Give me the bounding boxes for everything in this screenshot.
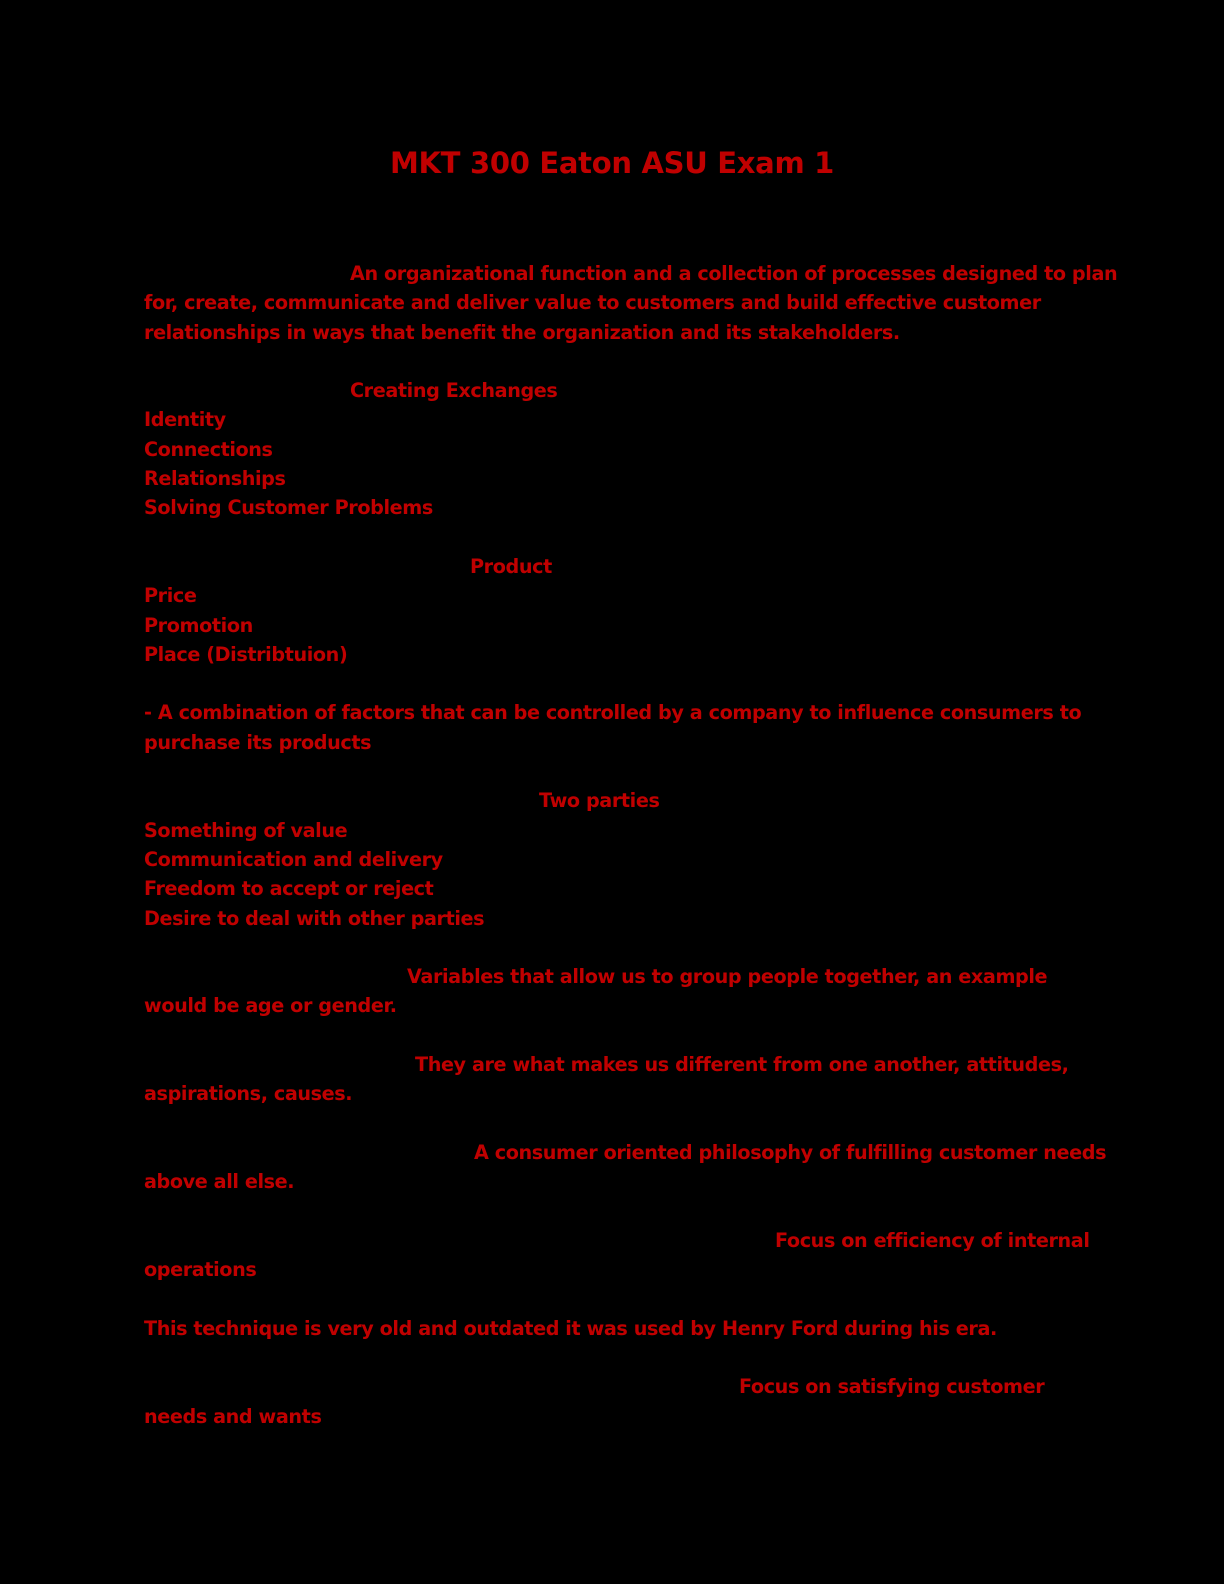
entry-line: purchase its products — [144, 730, 372, 754]
entry-line: above all else. — [144, 1170, 295, 1194]
entry-line: operations — [144, 1258, 257, 1282]
entry-line: Creating Exchanges — [350, 379, 558, 403]
entry-line: for, create, communicate and deliver value to customers and build effective customer — [144, 291, 1041, 315]
entry-line: Relationships — [144, 467, 286, 491]
entry-line: Product — [470, 554, 552, 578]
entry-line: Focus on efficiency of internal — [775, 1228, 1090, 1252]
entry-exchange-conditions — [144, 786, 1084, 932]
entry-production-orientation — [144, 1226, 1090, 1285]
entry-line: Identity — [144, 408, 226, 432]
entry-marketing-orientation — [144, 1372, 1084, 1431]
entry-line: Desire to deal with other parties — [144, 906, 485, 930]
entry-line: would be age or gender. — [144, 994, 397, 1018]
entry-marketing-elements — [144, 376, 1084, 522]
entry-marketing-definition — [144, 259, 1118, 347]
entry-marketing-mix — [144, 698, 1084, 757]
entry-line: This technique is very old and outdated it was used by Henry Ford during his era. — [144, 1316, 997, 1340]
entry-demographics — [144, 962, 1084, 1021]
entry-line: An organizational function and a collection of processes designed to plan — [350, 262, 1118, 285]
entry-line: Connections — [144, 437, 273, 461]
entry-line: Price — [144, 584, 197, 608]
entry-four-ps — [144, 552, 1084, 669]
entry-line: Solving Customer Problems — [144, 496, 433, 520]
entry-line: Variables that allow us to group people together, an example — [407, 965, 1048, 989]
entry-production-note — [144, 1314, 1084, 1343]
entry-line: needs and wants — [144, 1404, 322, 1428]
entry-line: They are what makes us different from one another, attitudes, — [415, 1053, 1069, 1077]
entry-psychographics — [144, 1050, 1084, 1109]
entry-line: Focus on satisfying customer — [739, 1375, 1045, 1399]
entry-line: Freedom to accept or reject — [144, 877, 434, 901]
document-body — [144, 259, 1118, 1460]
entry-line: aspirations, causes. — [144, 1082, 353, 1106]
entry-line: Communication and delivery — [144, 847, 443, 871]
entry-line: - A combination of factors that can be controlled by a company to influence consumers to — [144, 701, 1082, 725]
entry-line: Something of value — [144, 818, 348, 842]
entry-line: Place (Distribtuion) — [144, 642, 348, 666]
entry-line: Promotion — [144, 613, 253, 637]
document-title: MKT 300 Eaton ASU Exam 1 — [389, 146, 835, 180]
entry-line: Two parties — [539, 789, 660, 813]
entry-marketing-concept — [144, 1138, 1107, 1197]
entry-line: A consumer oriented philosophy of fulfilling customer needs — [474, 1140, 1107, 1164]
entry-line: relationships in ways that benefit the organization and its stakeholders. — [144, 320, 900, 344]
